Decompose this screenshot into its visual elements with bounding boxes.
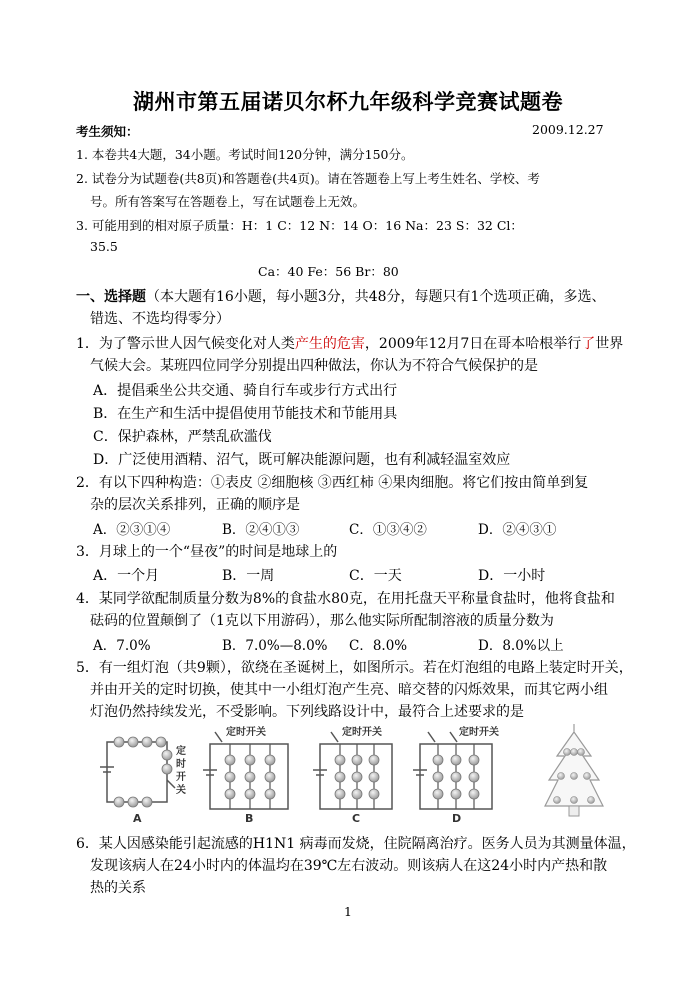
notice-item-2-cont: 号。所有答案写在答题卷上，写在试题卷上无效。 [90,194,366,209]
circuit-d-label: D [452,812,462,825]
section-heading [76,286,605,306]
circuit-d-switch-icon [428,732,435,742]
q6-stem-line2: 发现该病人在24小时内的体温均在39℃左右波动。则该病人在这24小时内产热和散 [90,858,608,874]
circuit-c [313,725,392,825]
notice-item-2: 2. 试卷分为试题卷(共8页)和答题卷(共4页)。请在答题卷上写上考生姓名、学校、考 [76,171,540,186]
q4-stem-line2: 砝码的位置颠倒了（1克以下用游码），那么他实际所配制溶液的质量分数为 [90,613,554,629]
q2-option-c: C．①③④② [349,522,427,538]
circuit-a-switch-char-2: 时 [176,759,186,770]
q2-stem-line1: 2．有以下四种构造：①表皮 ②细胞核 ③西红柿 ④果肉细胞。将它们按由简单到复 [76,475,589,491]
circuit-c-switch-label: 定时开关 [342,727,382,738]
circuit-a [100,737,186,825]
q5-stem-line2: 并由开关的定时切换，使其中一小组灯泡产生亮、暗交替的闪烁效果，而其它两小组 [90,682,608,698]
q4-option-b: B．7.0%—8.0% [222,638,328,654]
circuit-a-switch-char-4: 关 [176,785,186,796]
circuit-b-bulbs [225,755,275,799]
notice-item-1: 1. 本卷共4大题，34小题。考试时间120分钟，满分150分。 [76,147,414,162]
q3-option-b: B．一周 [222,568,275,584]
circuit-a-switch-icon [167,780,175,788]
circuit-b-label: B [245,812,254,825]
page-number: 1 [344,904,352,919]
q3-option-c: C．一天 [349,568,402,584]
notice-item-3-cont2: Ca：40 Fe：56 Br：80 [258,264,399,279]
circuit-d-switch-label: 定时开关 [459,727,499,738]
notice-item-3: 3. 可能用到的相对原子质量：H：1 C：12 N：14 O：16 Na：23 S：32 Cl： [76,218,523,233]
q1-red-text-1: 产生的危害 [294,336,365,352]
q4-option-c: C．8.0% [349,638,408,654]
q1-option-b: B．在生产和生活中提倡使用节能技术和节能用具 [93,406,398,422]
q6-stem-line3: 热的关系 [90,880,146,896]
section-heading-desc-cont: 错选、不选均得零分） [90,311,230,327]
q3-stem: 3．月球上的一个“昼夜”的时间是地球上的 [76,544,338,560]
exam-date: 2009.12.27 [532,122,604,137]
circuit-c-bulbs [335,755,379,799]
q5-stem-line1: 5．有一组灯泡（共9颗），欲绕在圣诞树上，如图所示。若在灯泡组的电路上装定时开关， [76,660,633,676]
circuit-b [203,725,288,825]
circuit-c-switch-icon [331,732,338,742]
page-title: 湖州市第五届诺贝尔杯九年级科学竞赛试题卷 [133,89,563,114]
section-heading-title: 一、选择题 [76,289,146,305]
circuit-d [413,725,499,825]
q3-option-a: A．一个月 [93,568,160,584]
circuit-a-label: A [133,812,142,825]
christmas-tree-icon [545,724,603,816]
q1-stem-line1 [76,333,623,353]
notice-label: 考生须知： [76,124,139,139]
q5-stem-line3: 灯泡仍然持续发光，不受影响。下列线路设计中，最符合上述要求的是 [90,704,524,720]
q2-option-b: B．②④①③ [222,522,300,538]
notice-item-3-cont: 35.5 [90,239,118,254]
q3-option-d: D．一小时 [478,568,546,584]
circuit-d-switch-icon-2 [450,732,457,742]
circuit-a-bulbs [114,737,172,807]
q2-option-a: A．②③①④ [93,522,171,538]
circuit-a-wire [107,742,167,802]
q1-stem-line2: 气候大会。某班四位同学分别提出四种做法，你认为不符合气候保护的是 [90,358,538,374]
section-heading-desc: （本大题有16小题，每小题3分，共48分，每题只有1个选项正确，多选、 [146,289,606,305]
circuit-b-switch-label: 定时开关 [226,727,266,738]
q2-option-d: D．②④③① [478,522,557,538]
q1-option-d: D．广泛使用酒精、沼气，既可解决能源问题，也有利减轻温室效应 [93,452,511,468]
q1-red-text-2: 了 [581,336,596,352]
q5-circuit-figure [95,722,625,826]
q6-stem-line1: 6．某人因感染能引起流感的H1N1 病毒而发烧，住院隔离治疗。医务人员为其测量体温， [76,836,636,852]
q1-text-c: 世界 [595,336,624,352]
q1-option-c: C．保护森林，严禁乱砍滥伐 [93,429,272,445]
q1-text-a: 1．为了警示世人因气候变化对人类 [76,336,295,352]
circuit-a-switch-char-3: 开 [176,772,186,783]
q2-stem-line2: 杂的层次关系排列，正确的顺序是 [90,497,300,513]
circuit-c-label: C [352,812,361,825]
q4-option-a: A．7.0% [93,638,151,654]
q4-stem-line1: 4．某同学欲配制质量分数为8%的食盐水80克，在用托盘天平称量食盐时，他将食盐和 [76,591,615,607]
circuit-d-bulbs [433,755,479,799]
q4-option-d: D．8.0%以上 [478,638,564,654]
circuit-b-switch-icon [215,732,222,742]
q1-option-a: A．提倡乘坐公共交通、骑自行车或步行方式出行 [93,383,398,399]
circuit-a-switch-char-1: 定 [176,746,186,757]
q1-text-b: ，2009年12月7日在哥本哈根举行 [364,336,582,352]
